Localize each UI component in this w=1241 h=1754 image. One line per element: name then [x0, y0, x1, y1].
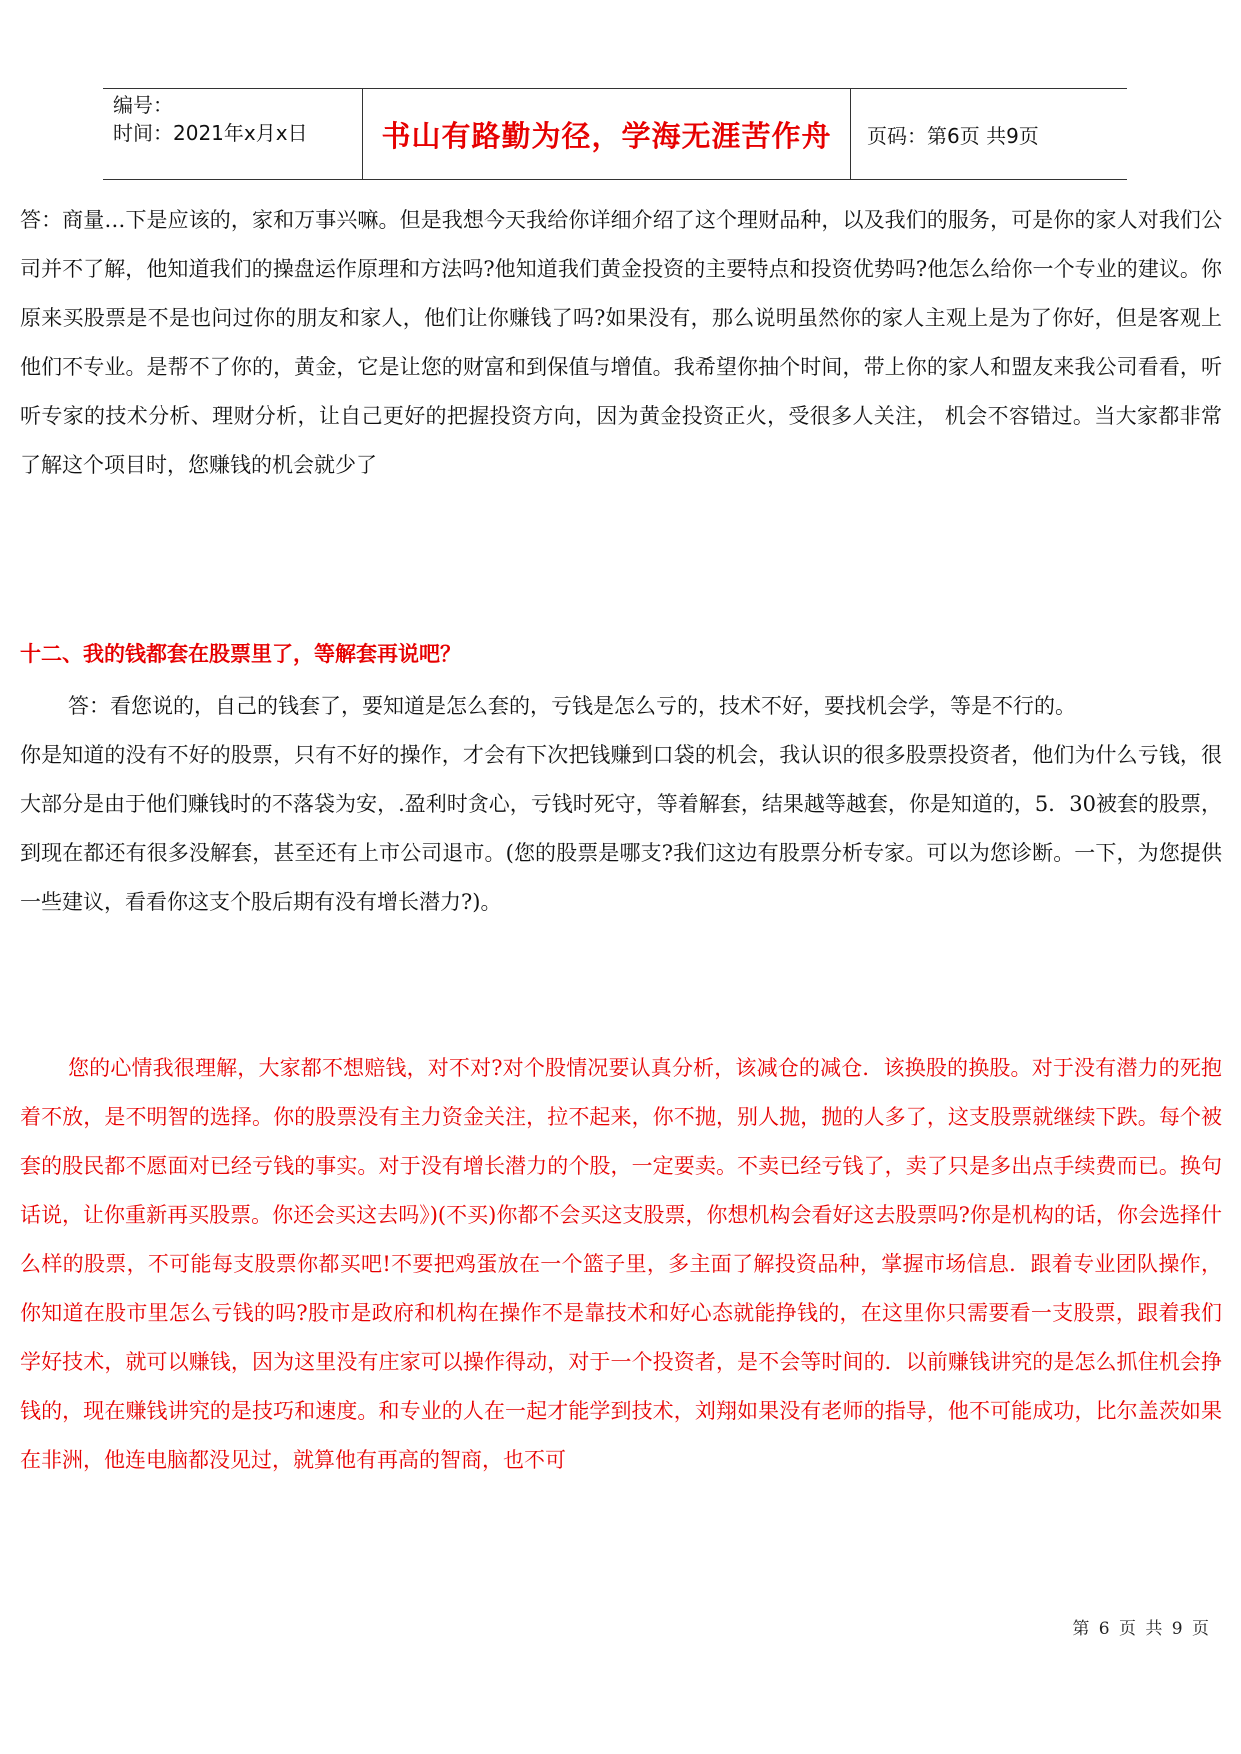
document-number-label: 编号： [113, 93, 173, 117]
header-right-cell [851, 89, 1127, 179]
red-advice-block [20, 1044, 1222, 1485]
header-left-cell [103, 89, 363, 179]
question-heading: 十二、我的钱都套在股票里了，等解套再说吧？ [20, 642, 461, 666]
header-page-code: 页码：第6页 共9页 [867, 123, 1039, 148]
red-advice-paragraph: 您的心情我很理解，大家都不想赔钱，对不对?对个股情况要认真分析，该减仓的减仓．该换股的换股。对于没有潜力的死抱着不放，是不明智的选择。你的股票没有主力资金关注，拉不起来，你不抛，别人抛，抛的人多了，这支股票就继续下跌。每个被套的股民都不愿面对已经亏钱的事实。对于没有增长潜力的个股，一定要卖。不卖已经亏钱了，卖了只是多出点手续费而已。换句话说，让你重新再买股票。你还会买这去吗》)(不买)你都不会买这支股票，你想机构会看好这去股票吗?你是机构的话，你会选择什么样的股票，不可能每支股票你都买吧!不要把鸡蛋放在一个篮子里，多主面了解投资品种，掌握市场信息．跟着专业团队操作，你知道在股市里怎么亏钱的吗?股市是政府和机构在操作不是靠技术和好心态就能挣钱的，在这里你只需要看一支股票，跟着我们学好技术，就可以赚钱，因为这里没有庄家可以操作得动，对于一个投资者，是不会等时间的．以前赚钱讲究的是怎么抓住机会挣钱的，现在赚钱讲究的是技巧和速度。和专业的人在一起才能学到技术，刘翔如果没有老师的指导，他不可能成功，比尔盖茨如果在非洲，他连电脑都没见过，就算他有再高的智商，也不可 [20, 1056, 1222, 1472]
header-middle-cell [363, 89, 851, 179]
page-footer: 第 6 页 共 9 页 [1072, 1619, 1211, 1639]
answer-paragraph-section-1 [20, 196, 1222, 490]
answer-paragraph: 答：商量…下是应该的，家和万事兴嘛。但是我想今天我给你详细介绍了这个理财品种，以及我们的服务，可是你的家人对我们公司并不了解，他知道我们的操盘运作原理和方法吗?他知道我们黄金投资的主要特点和投资优势吗?他怎么给你一个专业的建议。你原来买股票是不是也问过你的朋友和家人，他们让你赚钱了吗?如果没有，那么说明虽然你的家人主观上是为了你好，但是客观上他们不专业。是帮不了你的，黄金，它是让您的财富和到保值与增值。我希望你抽个时间，带上你的家人和盟友来我公司看看，听听专家的技术分析、理财分析，让自己更好的把握投资方向，因为黄金投资正火，受很多人关注， 机会不容错过。当大家都非常了解这个项目时，您赚钱的机会就少了 [20, 208, 1222, 477]
question-heading-block [20, 634, 1222, 674]
answer-intro-paragraph: 答：看您说的，自己的钱套了，要知道是怎么套的，亏钱是怎么亏的，技术不好，要找机会学，等是不行的。 [68, 694, 1076, 718]
page-header-table [103, 88, 1127, 180]
document-time-label: 时间：2021年x月x日 [113, 121, 308, 145]
answer-block-section-2 [20, 682, 1222, 927]
explanation-paragraph: 你是知道的没有不好的股票，只有不好的操作，才会有下次把钱赚到口袋的机会，我认识的很多股票投资者，他们为什么亏钱，很大部分是由于他们赚钱时的不落袋为安，.盈利时贪心，亏钱时死守，等着解套，结果越等越套，你是知道的，5．30被套的股票，到现在都还有很多没解套，甚至还有上市公司退市。(您的股票是哪支?我们这边有股票分析专家。可以为您诊断。一下，为您提供一些建议，看看你这支个股后期有没有增长潜力?)。 [20, 743, 1222, 914]
header-motto: 书山有路勤为径，学海无涯苦作舟 [381, 118, 832, 153]
